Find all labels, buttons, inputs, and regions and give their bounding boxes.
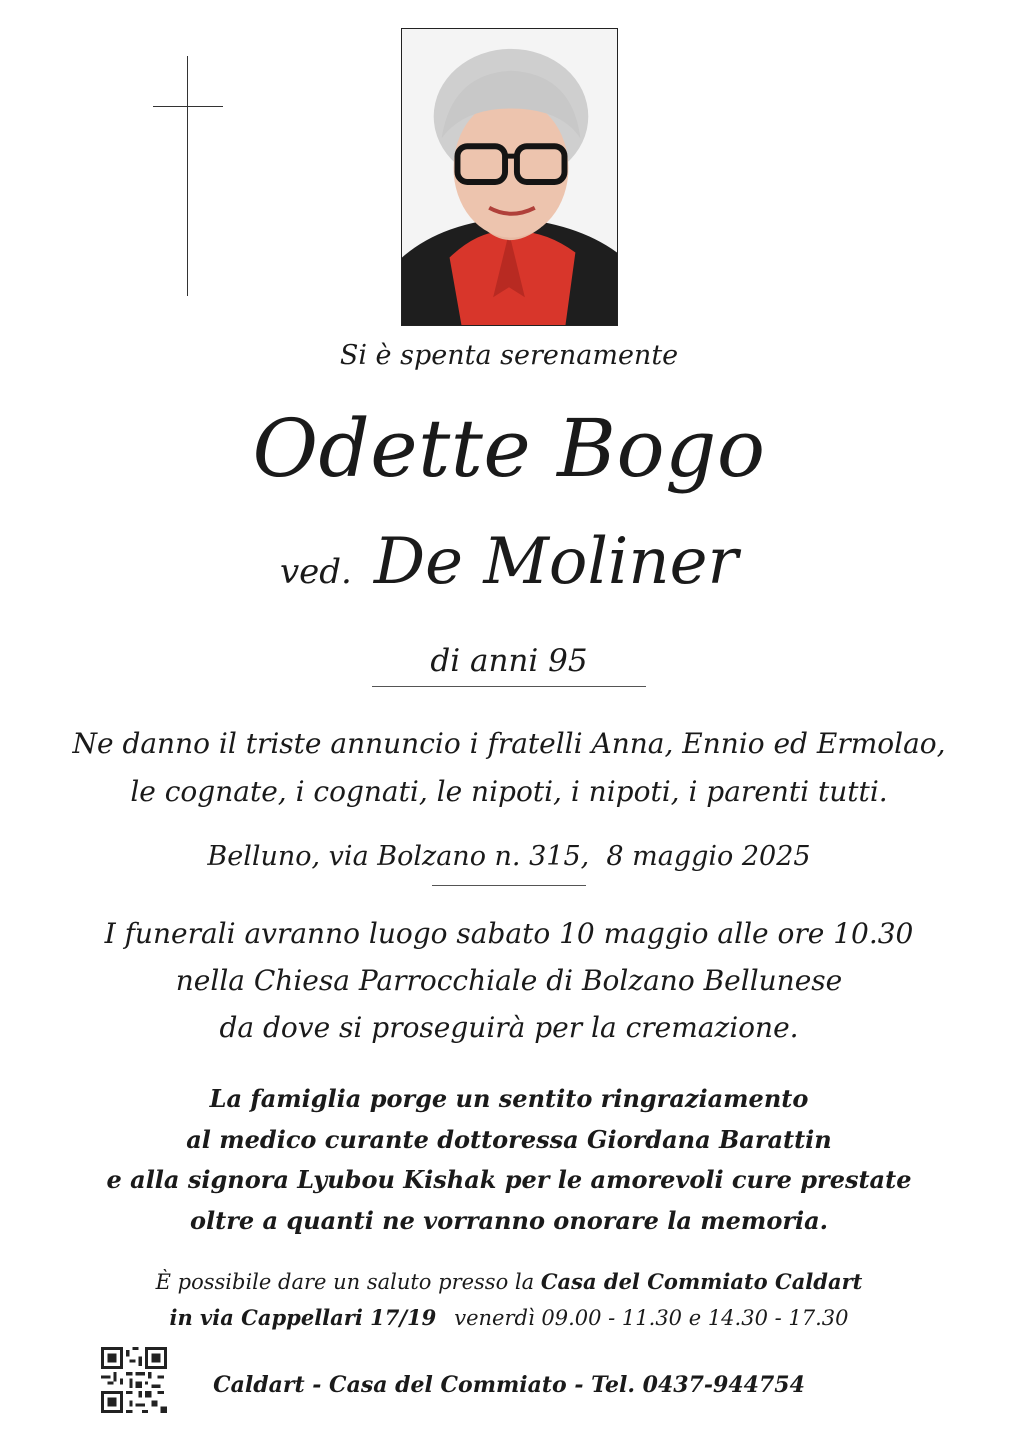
widow-prefix: ved. bbox=[279, 552, 352, 592]
funeral-line: da dove si proseguirà per la cremazione. bbox=[219, 1011, 799, 1044]
visit-place: Casa del Commiato Caldart bbox=[540, 1269, 863, 1294]
thanks-line: oltre a quanti ne vorranno onorare la memoria. bbox=[190, 1205, 828, 1235]
cross-icon bbox=[187, 56, 188, 296]
family-thanks bbox=[0, 1079, 1018, 1241]
divider bbox=[432, 885, 586, 886]
married-surname: De Moliner bbox=[373, 525, 739, 599]
thanks-line: La famiglia porge un sentito ringraziamento bbox=[209, 1084, 809, 1113]
deceased-name: Odette Bogo bbox=[252, 402, 766, 495]
announcement-line: le cognate, i cognati, le nipoti, i nipoti, i parenti tutti. bbox=[130, 775, 888, 808]
intro-text: Si è spenta serenamente bbox=[339, 340, 679, 371]
visit-hours: venerdì 09.00 - 11.30 e 14.30 - 17.30 bbox=[454, 1306, 849, 1330]
thanks-line: e alla signora Lyubou Kishak per le amorevoli cure prestate bbox=[106, 1165, 912, 1194]
divider bbox=[372, 686, 646, 687]
funeral-line: nella Chiesa Parrocchiale di Bolzano Bellunese bbox=[175, 964, 843, 997]
cross-icon-arm bbox=[153, 106, 223, 107]
portrait-photo bbox=[401, 28, 618, 326]
funeral-info bbox=[0, 910, 1018, 1051]
visit-address: in via Cappellari 17/19 bbox=[169, 1305, 437, 1330]
visit-prefix: È possibile dare un saluto presso la bbox=[155, 1270, 535, 1294]
announcement-line: Ne danno il triste annuncio i fratelli Anna, Ennio ed Ermolao, bbox=[72, 727, 946, 760]
place-date: Belluno, via Bolzano n. 315, 8 maggio 2025 bbox=[207, 841, 811, 872]
married-name bbox=[0, 525, 1018, 599]
visit-info bbox=[0, 1264, 1018, 1336]
thanks-line: al medico curante dottoressa Giordana Barattin bbox=[186, 1124, 832, 1154]
funeral-line: I funerali avranno luogo sabato 10 maggio alle ore 10.30 bbox=[104, 917, 914, 950]
age-text: di anni 95 bbox=[430, 643, 588, 679]
announcement bbox=[0, 720, 1018, 816]
footer-contact: Caldart - Casa del Commiato - Tel. 0437-944754 bbox=[213, 1372, 805, 1398]
